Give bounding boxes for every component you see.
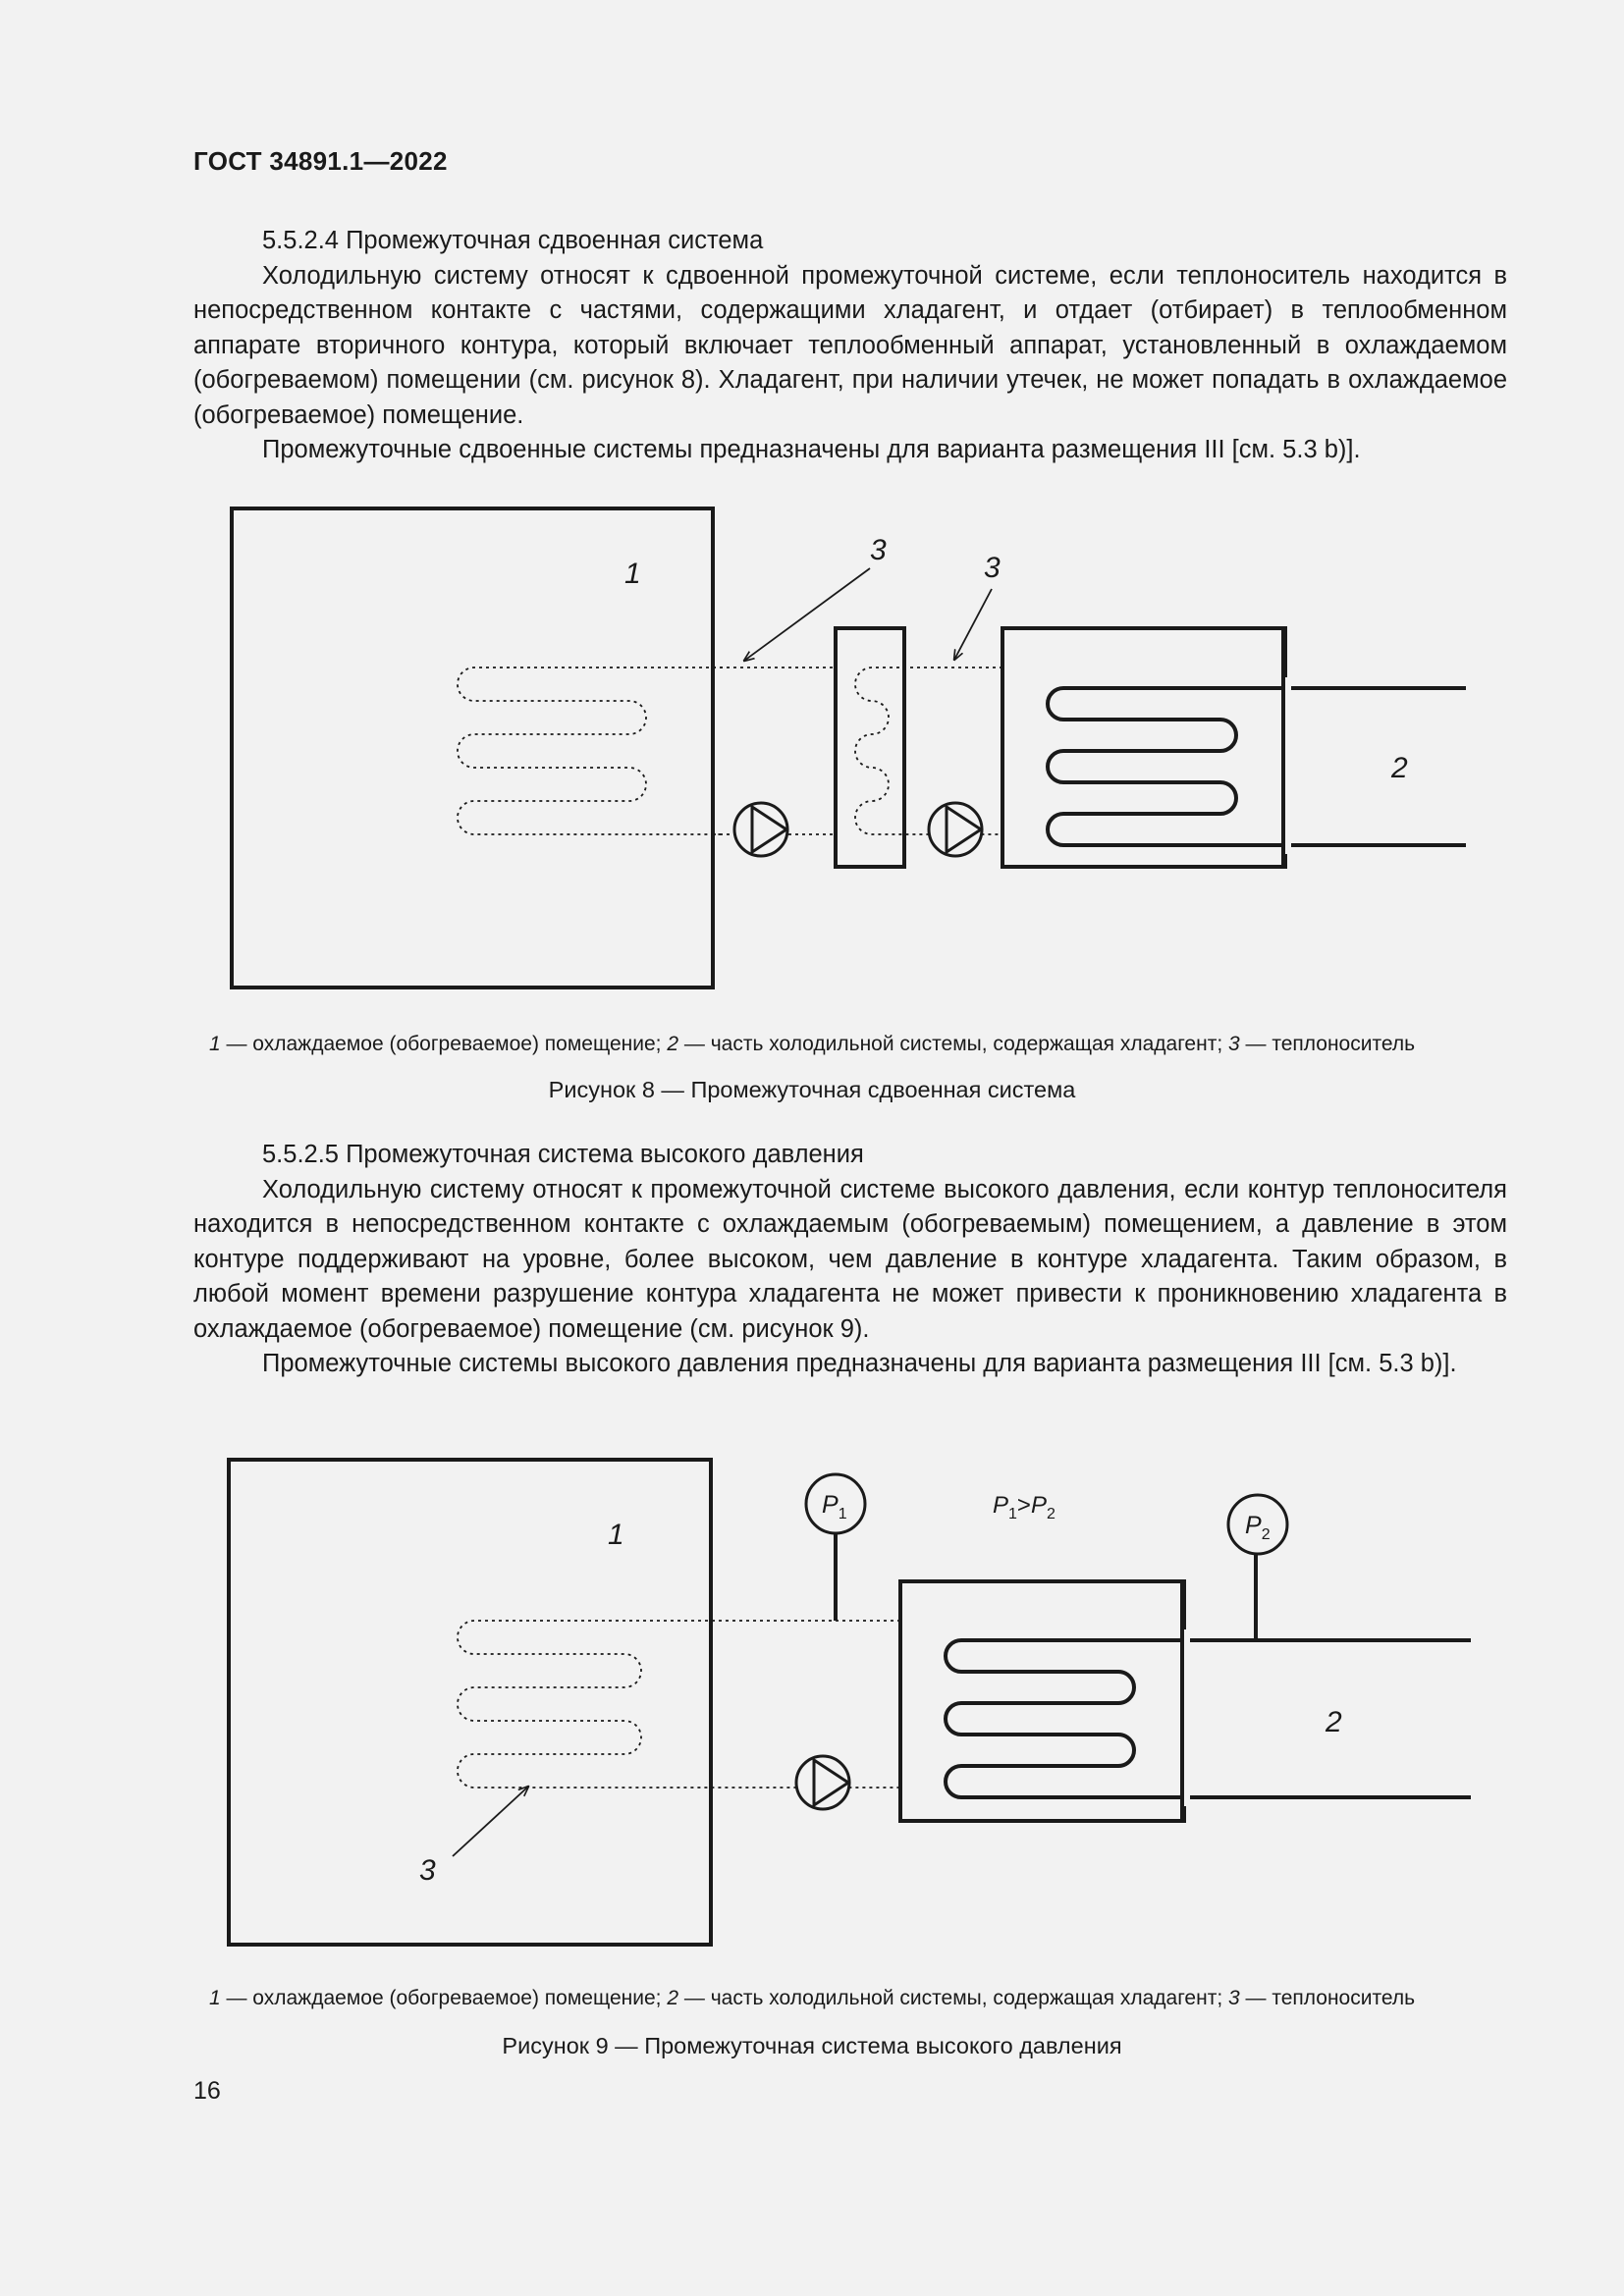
legend-number: 2 [667, 1033, 679, 1055]
figure-9-legend [0, 1987, 1624, 2010]
figure-8-legend [0, 1033, 1624, 1056]
refrigerant-heat-exchanger [1002, 628, 1285, 867]
page-number: 16 [193, 2077, 221, 2105]
legend-number: 3 [1228, 1033, 1240, 1055]
gauge-label: $P_1$ [822, 1491, 847, 1522]
pump-icon [796, 1756, 849, 1809]
standard-header: ГОСТ 34891.1—2022 [193, 146, 448, 176]
coolant-pointer [744, 568, 870, 661]
paragraph: Промежуточные системы высокого давления предназначены для варианта размещения III [см. 5.3 b)]. [262, 1350, 1457, 1377]
figure-8-caption: Рисунок 8 — Промежуточная сдвоенная система [548, 1077, 1076, 1102]
legend-number: 1 [208, 1987, 221, 2009]
coolant-pointer [453, 1787, 528, 1856]
coolant-coil [458, 667, 723, 834]
legend-text: — теплоноситель [1239, 1987, 1416, 2009]
coolant-label: 3 [984, 552, 1001, 584]
refrigerant-coil [946, 1640, 1471, 1797]
intermediate-coil [855, 667, 1002, 834]
legend-text: — часть холодильной системы, содержащая хладагент; [678, 1033, 1228, 1055]
legend-text: — часть холодильной системы, содержащая хладагент; [678, 1987, 1228, 2009]
figure-9-caption: Рисунок 9 — Промежуточная система высокого давления [502, 2033, 1122, 2058]
legend-text: — охлаждаемое (обогреваемое) помещение; [220, 1987, 668, 2009]
legend-number: 2 [667, 1987, 679, 2009]
coolant-label: 3 [419, 1854, 436, 1887]
section-5-5-2-5 [193, 1138, 1507, 1382]
gauge-label: $P_2$ [1245, 1512, 1271, 1543]
room-label: 1 [624, 558, 641, 590]
section-title: 5.5.2.5 Промежуточная система высокого давления [262, 1141, 864, 1168]
section-5-5-2-4 [193, 224, 1507, 468]
figure-8-diagram [0, 491, 1624, 1001]
legend-number: 1 [208, 1033, 221, 1055]
legend-text: — охлаждаемое (обогреваемое) помещение; [220, 1033, 668, 1055]
pump-icon [734, 803, 787, 856]
pressure-relation: $P_1>P_2$ [993, 1492, 1056, 1522]
system-label: 2 [1326, 1706, 1342, 1738]
intermediate-heat-exchanger [836, 628, 904, 867]
coolant-pointer [954, 589, 992, 660]
paragraph: Промежуточные сдвоенные системы предназначены для варианта размещения III [см. 5.3 b)]. [262, 436, 1361, 463]
figure-9-diagram [0, 1443, 1624, 1953]
system-label: 2 [1391, 752, 1408, 784]
coolant-label: 3 [870, 534, 887, 566]
paragraph: Холодильную систему относят к промежуточной системе высокого давления, если контур теплоносителя находится в непосредственном контакте с охлаждаемым (обогреваемым) помещением, а давление в этом контуре поддерживают на уровне, более высоком, чем давление в контуре хладагента. Таким образом, в любой момент времени разрушение контура хладагента не может привести к проникновению хладагента в охлаждаемое (обогреваемое) помещение (см. рисунок 9). [193, 1175, 1507, 1343]
pump-icon [929, 803, 982, 856]
paragraph: Холодильную систему относят к сдвоенной промежуточной системе, если теплоноситель находится в непосредственном контакте с частями, содержащими хладагент, и отдает (отбирает) в теплообменном аппарате вторичного контура, который включает теплообменный аппарат, установленный в охлаждаемом (обогреваемом) помещении (см. рисунок 8). Хладагент, при наличии утечек, не может попадать в охлаждаемое (обогреваемое) помещение. [193, 261, 1507, 429]
room-label: 1 [608, 1519, 624, 1551]
legend-text: — теплоноситель [1239, 1033, 1416, 1055]
legend-number: 3 [1228, 1987, 1240, 2009]
room-box [229, 1460, 711, 1945]
section-title: 5.5.2.4 Промежуточная сдвоенная система [262, 227, 764, 254]
